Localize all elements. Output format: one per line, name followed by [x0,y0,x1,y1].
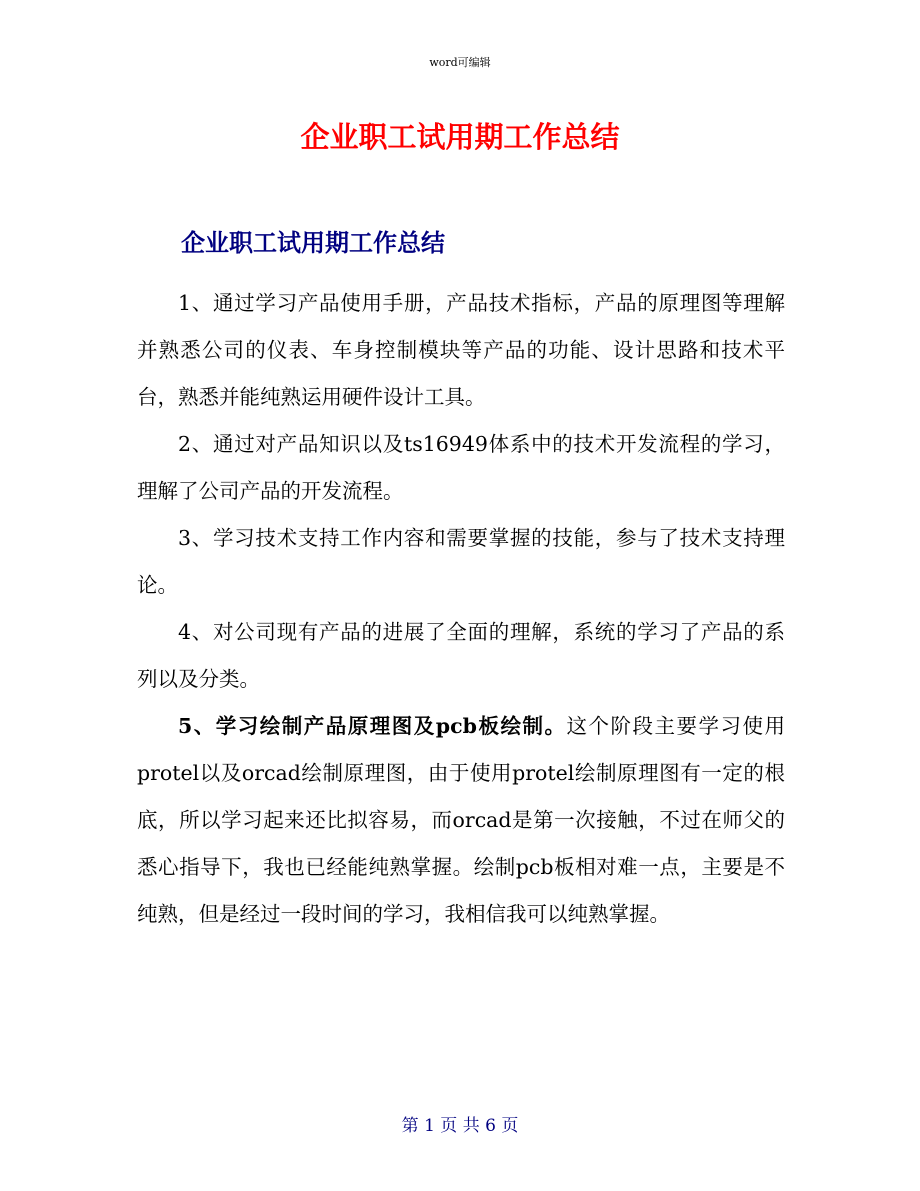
document-body [137,280,785,938]
header-note: word可编辑 [429,56,491,69]
paragraph-text: 这个阶段主要学习使用protel以及orcad绘制原理图，由于使用protel绘制原理图有一定的根底，所以学习起来还比拟容易，而orcad是第一次接触，不过在师父的悉心指导下，我也已经能纯熟掌握。绘制pcb板相对难一点，主要是不纯熟，但是经过一段时间的学习，我相信我可以纯熟掌握。 [137,714,785,926]
document-title: 企业职工试用期工作总结 [300,120,620,154]
paragraph-lead: 5、学习绘制产品原理图及pcb板绘制。 [178,714,567,738]
paragraph-text: 4、对公司现有产品的进展了全面的理解，系统的学习了产品的系列以及分类。 [137,620,785,691]
section-heading: 企业职工试用期工作总结 [181,229,445,257]
paragraph-2 [137,421,785,515]
paragraph-text: 2、通过对产品知识以及ts16949体系中的技术开发流程的学习，理解了公司产品的开发流程。 [137,432,785,503]
paragraph-text: 1、通过学习产品使用手册，产品技术指标，产品的原理图等理解并熟悉公司的仪表、车身控制模块等产品的功能、设计思路和技术平台，熟悉并能纯熟运用硬件设计工具。 [137,291,785,409]
paragraph-4 [137,609,785,703]
paragraph-3 [137,515,785,609]
paragraph-1 [137,280,785,421]
page-number: 第 1 页 共 6 页 [401,1116,519,1136]
paragraph-text: 3、学习技术支持工作内容和需要掌握的技能，参与了技术支持理论。 [137,526,785,597]
paragraph-5 [137,703,785,938]
